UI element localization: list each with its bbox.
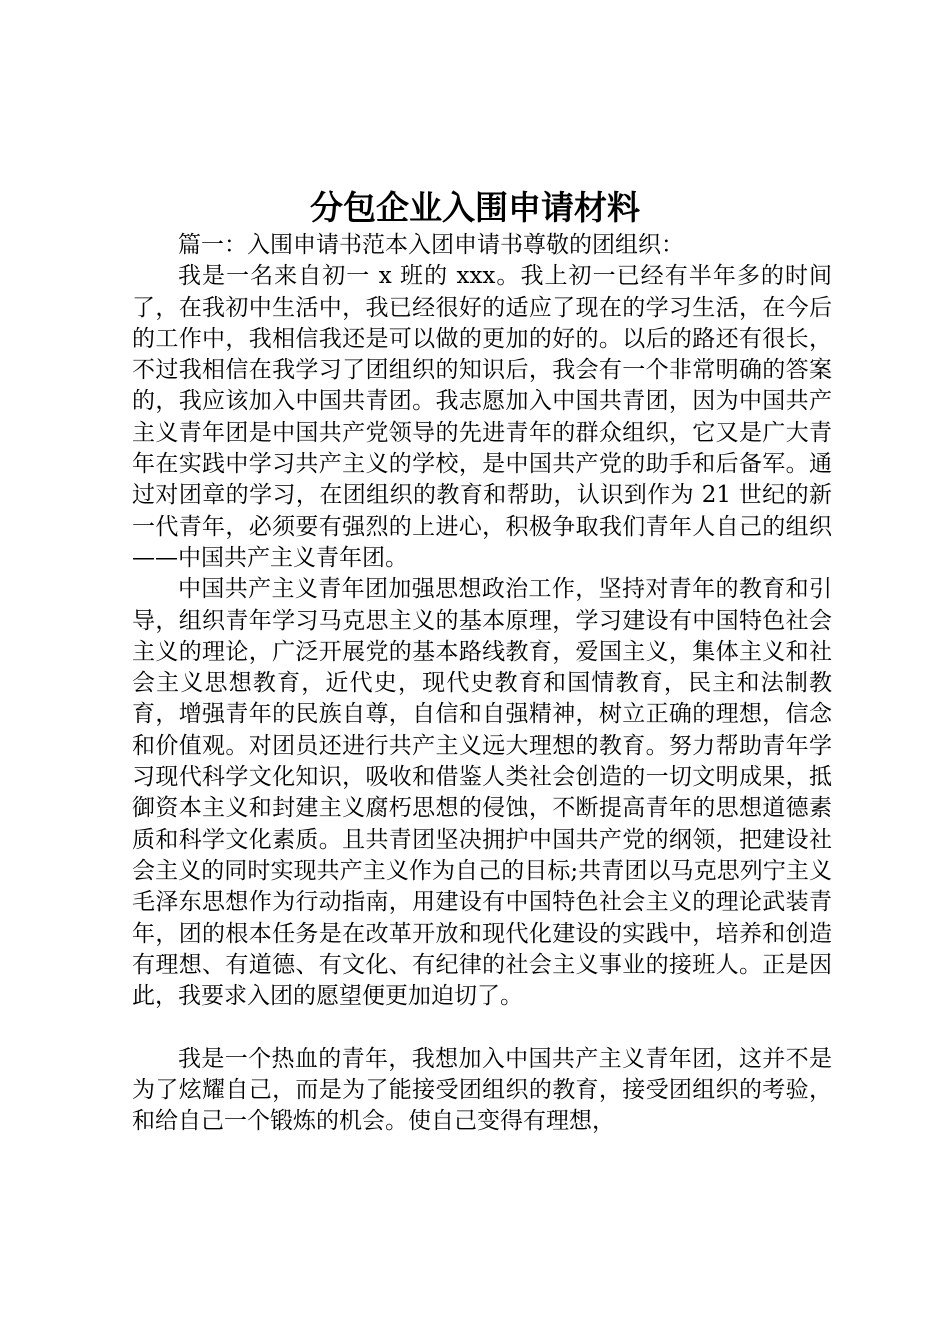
paragraph-gap [132,1012,832,1043]
paragraph-3: 我是一个热血的青年，我想加入中国共产主义青年团，这并不是为了炫耀自己，而是为了能接受团组织的教育，接受团组织的考验，和给自己一个锻炼的机会。使自己变得有理想， [132,1045,832,1135]
document-body [132,230,832,1138]
paragraph-intro: 篇一：入围申请书范本入团申请书尊敬的团组织： [178,232,684,258]
paragraph-1: 我是一名来自初一 x 班的 xxx。我上初一已经有半年多的时间了，在我初中生活中，我已经很好的适应了现在的学习生活，在今后的工作中，我相信我还是可以做的更加的好的。以后的路还有很长，不过我相信在我学习了团组织的知识后，我会有一个非常明确的答案的，我应该加入中国共青团。我志愿加入中国共青团，因为中国共产主义青年团是中国共产党领导的先进青年的群众组织，它又是广大青年在实践中学习共产主义的学校，是中国共产党的助手和后备军。通过对团章的学习，在团组织的教育和帮助，认识到作为 21 世纪的新一代青年，必须要有强烈的上进心，积极争取我们青年人自己的组织——中国共产主义青年团。 [132,263,832,571]
paragraph-2: 中国共产主义青年团加强思想政治工作，坚持对青年的教育和引导，组织青年学习马克思主义的基本原理，学习建设有中国特色社会主义的理论，广泛开展党的基本路线教育，爱国主义，集体主义和社会主义思想教育，近代史，现代史教育和国情教育，民主和法制教育，增强青年的民族自尊，自信和自强精神，树立正确的理想，信念和价值观。对团员还进行共产主义远大理想的教育。努力帮助青年学习现代科学文化知识，吸收和借鉴人类社会创造的一切文明成果，抵御资本主义和封建主义腐朽思想的侵蚀，不断提高青年的思想道德素质和科学文化素质。且共青团坚决拥护中国共产党的纲领，把建设社会主义的同时实现共产主义作为自己的目标;共青团以马克思列宁主义毛泽东思想作为行动指南，用建设有中国特色社会主义的理论武装青年，团的根本任务是在改革开放和现代化建设的实践中，培养和创造有理想、有道德、有文化、有纪律的社会主义事业的接班人。正是因此，我要求入团的愿望便更加迫切了。 [132,576,832,1010]
document-title: 分包企业入围申请材料 [310,188,640,227]
